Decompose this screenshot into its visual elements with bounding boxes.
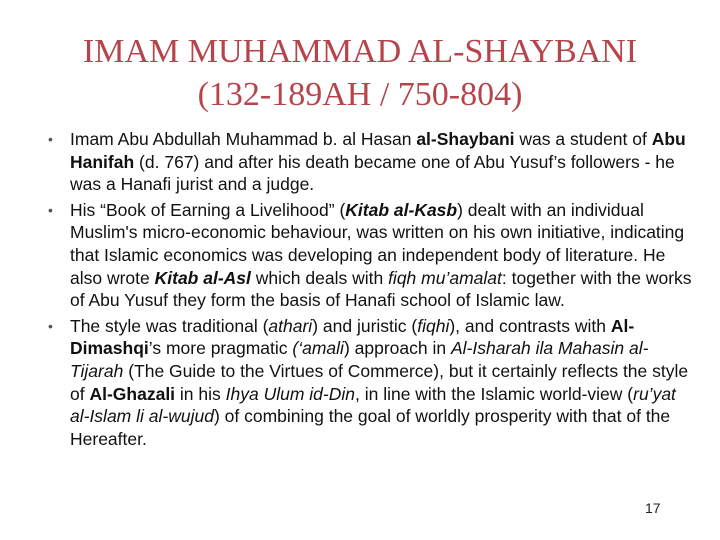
bullet-text-run: His “Book of Earning a Livelihood” ( xyxy=(70,199,346,220)
bullet-text-run: (‘amali xyxy=(292,338,344,359)
bullet-text-run: ru’yat al-Islam li al-wujud xyxy=(70,383,676,427)
bullet-text-run: Al-Ghazali xyxy=(89,383,176,404)
bullet-text-run: Kitab al-Kasb xyxy=(345,199,458,220)
slide-title xyxy=(0,30,720,116)
bullet-text-run: , in line with the Islamic world-view ( xyxy=(354,383,634,404)
bullet-text-run: ) dealt with an individual Muslim's micro-economic behaviour, was written on his own initiative, indicating that Islamic economics was developing an independent body of literature. He also wrote xyxy=(70,199,685,288)
bullet-text-run: ), and contrasts with xyxy=(449,315,611,336)
bullet-text-run: The style was traditional ( xyxy=(70,315,269,336)
bullet-text-run: Ihya Ulum id-Din xyxy=(225,383,355,404)
bullet-text-run: ’s more pragmatic xyxy=(148,338,293,359)
bullet-text-run: (The Guide to the Virtues of Commerce), but it certainly reflects the style of xyxy=(70,360,689,404)
bullet-text-run: athari xyxy=(268,315,313,336)
bullet-text-run: fiqh mu’amalat xyxy=(388,267,502,288)
bullet-text-run: was a student of xyxy=(514,129,652,149)
bullet-item xyxy=(52,199,692,312)
bullet-text-run: (d. 767) and after his death became one of Abu Yusuf’s followers - he was a Hanafi jurist and a judge. xyxy=(70,151,675,195)
bullet-text-run: Al-Isharah ila Mahasin al-Tijarah xyxy=(70,338,649,381)
bullet-text-run: Abu Hanifah xyxy=(70,129,686,172)
bullet-text-run: ) of combining the goal of worldly prosperity with that of the Hereafter. xyxy=(70,406,671,449)
bullet-text-run: ) and juristic ( xyxy=(312,315,418,336)
bullet-text-run: Kitab al-Asl xyxy=(154,267,251,288)
bullet-item xyxy=(52,128,692,196)
bullet-item xyxy=(52,315,692,451)
bullet-text-run: which deals with xyxy=(250,267,389,288)
title-line-1: IMAM MUHAMMAD AL-SHAYBANI xyxy=(82,33,638,70)
bullet-text-run: : together with the works of Abu Yusuf they form the basis of Hanafi school of Islamic law. xyxy=(70,267,692,311)
bullet-list xyxy=(52,128,692,453)
page-number: 17 xyxy=(645,500,661,516)
bullet-text-run: ) approach in xyxy=(343,338,451,359)
bullet-text-run: Imam Abu Abdullah Muhammad b. al Hasan xyxy=(70,129,417,149)
bullet-text-run: al-Shaybani xyxy=(416,129,515,149)
title-line-2: (132-189AH / 750-804) xyxy=(197,76,523,113)
bullet-text-run: Al-Dimashqi xyxy=(70,315,635,359)
bullet-text-run: in his xyxy=(175,383,226,404)
bullet-text-run: fiqhi xyxy=(417,315,450,336)
